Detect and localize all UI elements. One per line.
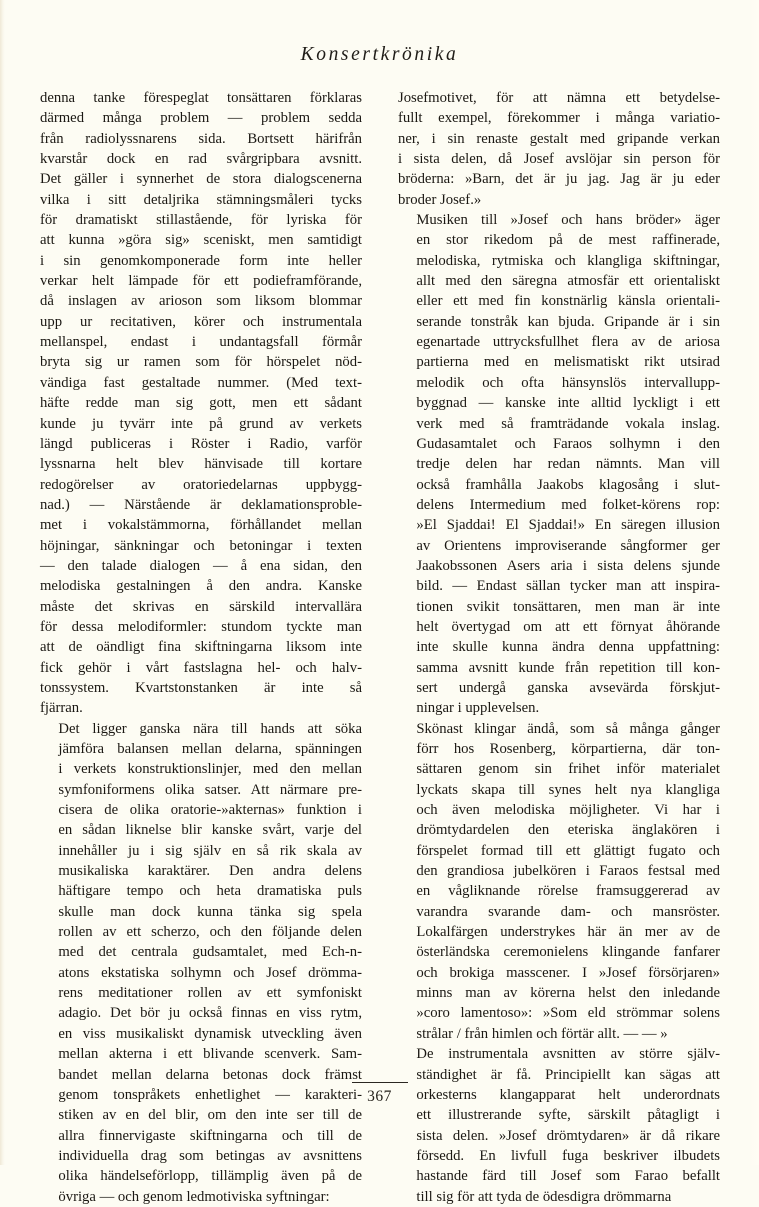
- text-line: genom tonspråkets enhetlighet — karakteri-: [58, 1086, 362, 1103]
- text-line: en vågliknande rörelse framsuggererad av: [416, 883, 720, 900]
- text-line: egenartade uttrycksfullhet flera av de ariosa: [416, 334, 720, 351]
- text-line: allra finnervigaste skiftningarna och till de: [58, 1127, 362, 1144]
- text-line: serande tonstråk kan bjuda. Gripande är i sin: [416, 313, 720, 330]
- paragraph: [398, 88, 720, 210]
- text-line: då inslagen av arioson som liksom blommar: [40, 293, 362, 310]
- text-line: bild. — Endast sällan tycker man att inspira-: [416, 578, 720, 595]
- text-line: den grandiosa jubelkören i Faraos festsal med: [416, 863, 720, 880]
- text-line: kunde ju tyvärr inte på grund av verkets: [40, 415, 362, 432]
- text-line: häfte redde man sig gott, men ett sådant: [40, 395, 362, 412]
- text-line: melodik och ofta hänsynslös intervallupp-: [416, 374, 720, 391]
- text-line: i verkets konstruktionslinjer, med den mellan: [58, 761, 362, 778]
- text-line: helt övertygad om att ett förnyat åhörande: [416, 618, 720, 635]
- text-line: partierna med en melismatiskt rikt utsirad: [416, 354, 720, 371]
- text-line: bryta sig ur ramen som för hörspelet nöd-: [40, 354, 362, 371]
- text-line: rollen av ett scherzo, och den följande delen: [58, 924, 362, 941]
- text-line: adagio. Det bör ju också finnas en viss rytm,: [58, 1005, 362, 1022]
- text-line: i sista delen, då Josef avslöjar sin person för: [398, 151, 720, 168]
- text-line: individuella drag som betingas av avsnittens: [58, 1147, 362, 1164]
- text-line: »El Sjaddai! El Sjaddai!» En säregen illusion: [416, 517, 720, 534]
- folio: [0, 1082, 759, 1106]
- text-line: fjärran.: [40, 700, 83, 717]
- text-line: sert undergå ganska avsevärda förskjut-: [416, 679, 720, 696]
- text-line: och brokiga masscener. I »Josef försörjaren»: [416, 964, 720, 981]
- text-line: Josefmotivet, för att nämna ett betydelse-: [398, 90, 720, 106]
- text-line: nad.) — Närstående är deklamationsproble-: [40, 496, 362, 513]
- text-line: vilka i sitt detaljrika stämningsmåleri tycks: [40, 191, 362, 208]
- text-line: inte skulle kunna ändra denna uppfattning:: [416, 639, 720, 656]
- text-line: österländska ceremonielens klingande fanfarer: [416, 944, 720, 961]
- text-line: måste det skrivas en särskild intervallära: [40, 598, 362, 615]
- text-line: sättaren genom sin frihet inför materialet: [416, 761, 720, 778]
- text-line: övriga — och genom ledmotiviska syftningar:: [58, 1188, 330, 1205]
- text-line: allt med den säregna atmosfär ett orientaliskt: [416, 273, 720, 290]
- text-line: en stor rikedom på de mest raffinerade,: [416, 232, 720, 249]
- text-line: sista delen. »Josef drömtydaren» är då rikare: [416, 1127, 720, 1144]
- text-line: strålar / från himlen och förtär allt. — — »: [416, 1025, 668, 1042]
- text-line: tonssystem. Kvartstonstanken är inte så: [40, 679, 362, 696]
- text-line: Gudasamtalet och Faraos solhymn i den: [416, 435, 720, 452]
- text-line: drömtydardelen den eteriska änglakören i: [416, 822, 720, 839]
- text-line: fullt exempel, förekommer i många variatio-: [398, 110, 720, 127]
- text-line: olika händelseförlopp, tillämplig även på de: [58, 1168, 362, 1185]
- text-line: lyssnarna helt blev hänvisade till kortare: [40, 456, 362, 473]
- page-left-edge-shadow: [0, 0, 5, 1165]
- running-head: Konsertkrönika: [300, 44, 459, 65]
- paragraph: [398, 719, 720, 1045]
- text-line: denna tanke förespeglat tonsättaren förklaras: [40, 90, 362, 106]
- text-line: mellanspel, endast i undantagsfall förmår: [40, 334, 362, 351]
- text-line: för dramatiskt stillastående, för lyriska för: [40, 212, 362, 229]
- text-line: förspelet formad till ett glättigt fugato och: [416, 842, 720, 859]
- text-line: förr hos Rosenberg, körpartierna, där ton-: [416, 741, 720, 757]
- text-line: en viss musikaliskt dynamisk utveckling även: [58, 1025, 362, 1042]
- text-line: samma avsnitt kunde från repetition till kon-: [416, 659, 720, 676]
- text-line: ner, i sin renaste gestalt med gripande verkan: [398, 130, 720, 147]
- text-line: att kunna »göra sig» sceniskt, men samtidigt: [40, 232, 362, 249]
- text-line: fick gehör i vårt fastslagna hel- och halv-: [40, 659, 362, 676]
- text-line: met i vokalstämmorna, förhållandet mellan: [40, 517, 362, 534]
- paragraph: [40, 719, 362, 1207]
- text-line: jämföra balansen mellan delarna, spänningen: [58, 741, 362, 757]
- text-line: rens meditationer rollen av ett symfoniskt: [58, 985, 362, 1002]
- text-line: Jaakobssonen Asers aria i sista delens sjunde: [416, 557, 720, 574]
- text-line: symfoniformens olika satser. Att närmare pre-: [58, 781, 362, 798]
- text-line: »coro lamentoso»: »Som eld strömmar solens: [416, 1005, 720, 1022]
- text-line: Skönast klingar ändå, som så många gånger: [416, 720, 720, 737]
- text-line: vändiga fast gestaltade nummer. (Med text-: [40, 374, 362, 391]
- paragraph: [398, 210, 720, 719]
- text-line: kvarstår dock en rad svårgripbara avsnitt.: [40, 151, 362, 168]
- text-line: varandra svarande dam- och mansröster.: [416, 903, 720, 920]
- text-line: mellan akterna i ett blivande scenverk. Sam-: [58, 1046, 362, 1063]
- column-left: [40, 88, 362, 1207]
- text-line: längd publiceras i Röster i Radio, varför: [40, 435, 362, 452]
- text-line: därmed många problem — problem sedda: [40, 110, 362, 127]
- text-line: till sig för att tyda de ödesdigra drömmarna: [416, 1188, 672, 1205]
- text-line: med det centrala gudsamtalet, med Ech-n-: [58, 944, 362, 961]
- text-line: melodiska, rytmiska och klangliga skiftningar,: [416, 252, 720, 269]
- text-line: Det ligger ganska nära till hands att söka: [58, 720, 362, 737]
- text-line: delens Intermedium med folket-körens rop:: [416, 496, 720, 513]
- text-line: minns man av körerna helst den inledande: [416, 985, 720, 1002]
- text-line: Lokalfärgen understrykes här än mer av de: [416, 924, 720, 941]
- text-line: lyckats skapa till synes helt nya klangliga: [416, 781, 720, 798]
- text-line: redogörelser av oratoriedelarnas uppbygg-: [40, 476, 362, 493]
- text-line: cisera de olika oratorie-»akternas» funktion i: [58, 802, 362, 819]
- text-line: och även melodiska möjligheter. Vi har i: [416, 802, 720, 819]
- text-line: De instrumentala avsnitten av större själv-: [416, 1046, 720, 1063]
- text-line: häftigare tempo och heta dramatiska puls: [58, 883, 362, 900]
- text-line: musikaliska karaktärer. Den andra delens: [58, 863, 362, 880]
- text-line: från radiolyssnarens sida. Bortsett härifrån: [40, 130, 362, 147]
- text-line: ett illustrerande syfte, särskilt påtagligt i: [416, 1107, 720, 1124]
- text-line: byggnad — kanske inte alltid lyckligt i ett: [416, 395, 720, 412]
- text-line: Musiken till »Josef och hans bröder» äger: [416, 212, 720, 229]
- text-line: i sin genomkomponerade form inte heller: [40, 252, 362, 269]
- text-line: tredje delen har redan nämnts. Man vill: [416, 456, 720, 473]
- text-line: stiken av en del blir, om den inte ser till de: [58, 1107, 362, 1124]
- page-right-edge-shadow: [749, 0, 759, 1165]
- text-line: verkar helt lämpade för ett podieframförande,: [40, 273, 362, 290]
- text-line: ständighet är få. Principiellt kan sägas att: [416, 1066, 720, 1083]
- text-line: innehåller ju i sig själv en så rik skala av: [58, 842, 362, 859]
- text-line: broder Josef.»: [398, 191, 482, 208]
- text-line: — den talade dialogen — å ena sidan, den: [40, 557, 362, 574]
- text-line: hastande färd till Josef som Farao befallt: [416, 1168, 720, 1185]
- text-line: Det gäller i synnerhet de stora dialogscenerna: [40, 171, 362, 188]
- text-line: försedd. En livfull fuga beskriver ilbudets: [416, 1147, 720, 1164]
- text-line: också framhålla Jaakobs klagosång i slut-: [416, 476, 720, 493]
- text-line: atons ekstatiska solhymn och Josef drömma-: [58, 964, 362, 981]
- text-line: upp ur recitativen, körer och instrumentala: [40, 313, 362, 330]
- text-line: bröderna: »Barn, det är ju jag. Jag är ju eder: [398, 171, 720, 188]
- text-line: av Orientens improviserande sångformer ger: [416, 537, 720, 554]
- text-line: skulle man dock kunna tänka sig spela: [58, 903, 362, 920]
- paragraph: [398, 1044, 720, 1207]
- text-line: eller ett med fin konstnärlig känsla orientali-: [416, 293, 720, 310]
- text-line: höjningar, sänkningar och betoningar i texten: [40, 537, 362, 554]
- text-line: verk med så framträdande vokala inslag.: [416, 415, 720, 432]
- text-line: att de oändligt fina skiftningarna liksom inte: [40, 639, 362, 656]
- page-number: 367: [367, 1088, 392, 1105]
- folio-rule: [352, 1082, 408, 1083]
- text-line: för dessa melodiformler: stundom tyckte man: [40, 618, 362, 635]
- column-right: [398, 88, 720, 1207]
- text-body: [40, 88, 720, 1207]
- text-line: tionen svikit tonsättaren, men man är inte: [416, 598, 720, 615]
- text-line: bandet mellan delarna betonas dock främst: [58, 1066, 362, 1083]
- text-line: ningar i upplevelsen.: [416, 700, 540, 717]
- text-line: orkesterns klangapparat helt underordnats: [416, 1086, 720, 1103]
- text-line: en sådan liknelse blir kanske svårt, varje del: [58, 822, 362, 839]
- text-line: melodiska gestalningen å den andra. Kanske: [40, 578, 362, 595]
- paragraph: [40, 88, 362, 719]
